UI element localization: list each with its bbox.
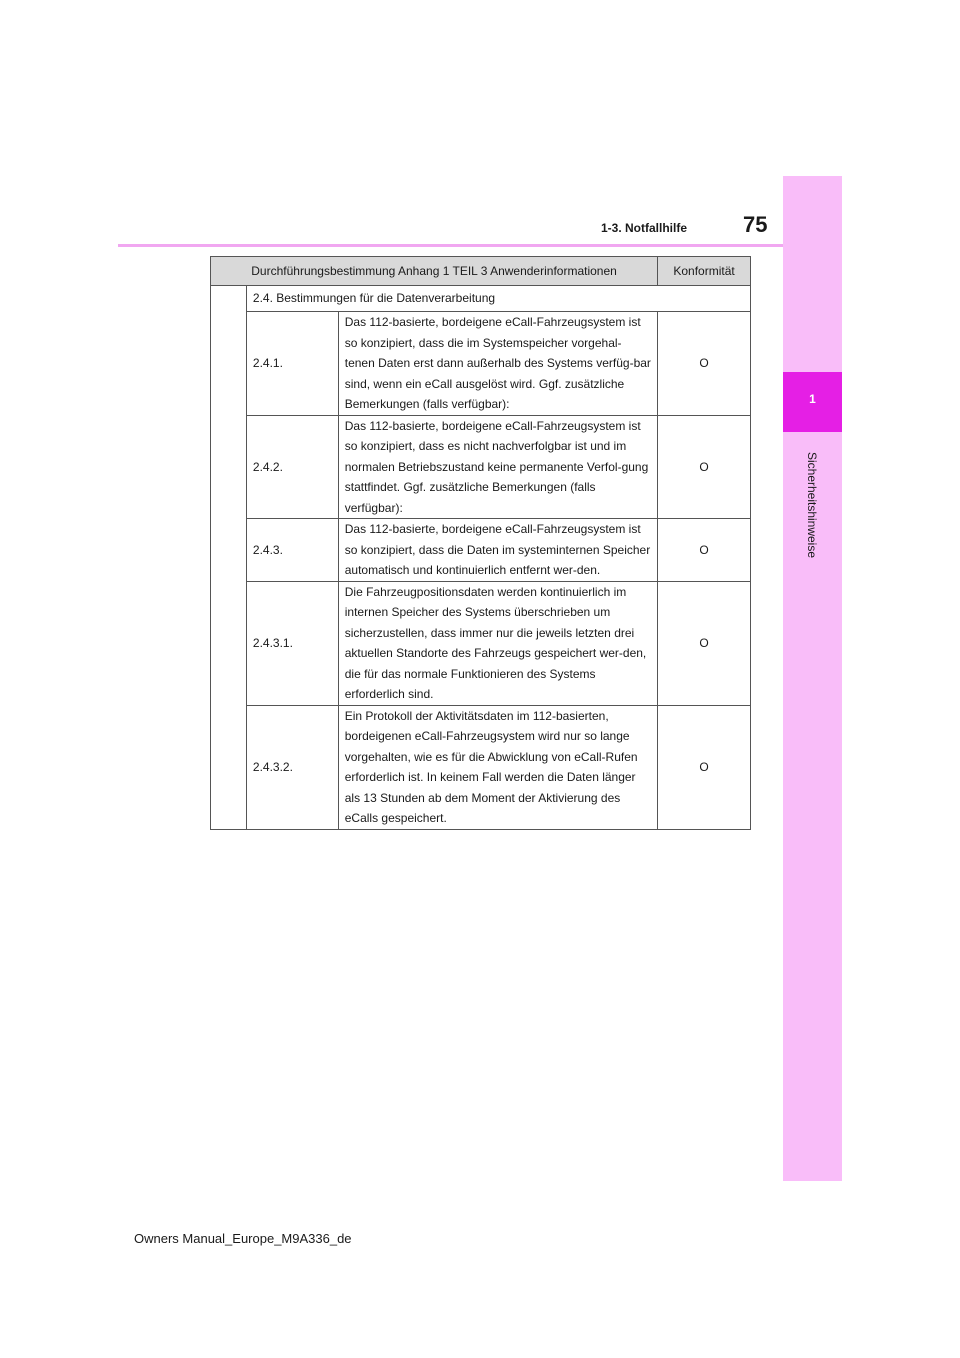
column-header-requirement: Durchführungsbestimmung Anhang 1 TEIL 3 Anwenderinformationen (211, 257, 658, 286)
table-row (211, 415, 751, 519)
row-code: 2.4.3.1. (246, 581, 338, 705)
footer-document-id: Owners Manual_Europe_M9A336_de (134, 1231, 352, 1246)
indent-cell (211, 286, 247, 830)
chapter-title-vertical: Sicherheitshinweise (805, 451, 819, 559)
table-row (211, 519, 751, 582)
row-conformity: O (658, 705, 751, 829)
row-text: Die Fahrzeugpositionsdaten werden kontinuierlich im internen Speicher des Systems überschrieben um sicherzustellen, dass immer nur die jeweils letzten drei aktuellen Standorte des Fahrzeugs gespeichert wer-den, die für das normale Funktionieren des Systems erforderlich sind. (338, 581, 657, 705)
row-text: Das 112-basierte, bordeigene eCall-Fahrzeugsystem ist so konzipiert, dass die im Systemspeicher vorgehal-tenen Daten erst dann außerhalb des Systems verfüg-bar sind, wenn ein eCall ausgelöst wird. Ggf. zusätzliche Bemerkungen (falls verfügbar): (338, 312, 657, 416)
row-conformity: O (658, 581, 751, 705)
chapter-side-tab (783, 176, 842, 1181)
table-subheading: 2.4. Bestimmungen für die Datenverarbeitung (246, 286, 750, 312)
row-conformity: O (658, 519, 751, 582)
table-subheading-row (211, 286, 751, 312)
row-code: 2.4.1. (246, 312, 338, 416)
row-conformity: O (658, 312, 751, 416)
table-header-row (211, 257, 751, 286)
chapter-number: 1 (809, 392, 816, 406)
page-number: 75 (743, 212, 768, 237)
row-code: 2.4.2. (246, 415, 338, 519)
column-header-conformity: Konformität (658, 257, 751, 286)
header-rule (118, 244, 783, 247)
row-code: 2.4.3. (246, 519, 338, 582)
row-text: Ein Protokoll der Aktivitätsdaten im 112-basierten, bordeigenen eCall-Fahrzeugsystem wird nur so lange vorgehalten, wie es für die Abwicklung von eCall-Rufen erforderlich ist. In keinem Fall werden die Daten länger als 13 Stunden ab dem Moment der Aktivierung des eCalls gespeichert. (338, 705, 657, 829)
compliance-table (210, 256, 751, 830)
row-text: Das 112-basierte, bordeigene eCall-Fahrzeugsystem ist so konzipiert, dass die Daten im systeminternen Speicher automatisch und kontinuierlich entfernt wer-den. (338, 519, 657, 582)
row-conformity: O (658, 415, 751, 519)
row-text: Das 112-basierte, bordeigene eCall-Fahrzeugsystem ist so konzipiert, dass es nicht nachverfolgbar ist und im normalen Betriebszustand keine permanente Verfol-gung stattfindet. Ggf. zusätzliche Bemerkungen (falls verfügbar): (338, 415, 657, 519)
table-row (211, 705, 751, 829)
section-title: 1-3. Notfallhilfe (601, 221, 688, 235)
row-code: 2.4.3.2. (246, 705, 338, 829)
table-row (211, 312, 751, 416)
table-row (211, 581, 751, 705)
